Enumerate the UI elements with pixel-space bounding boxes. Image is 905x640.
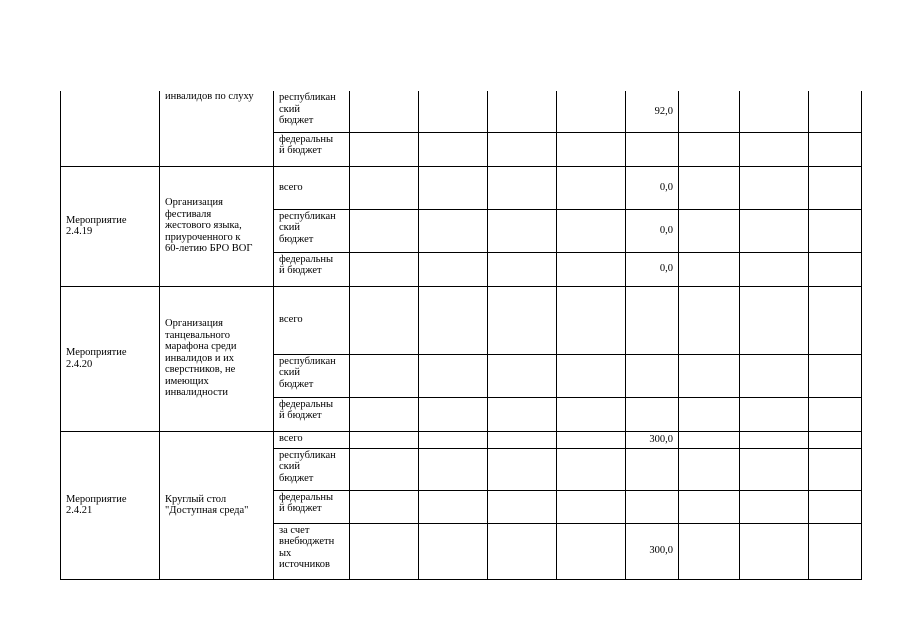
event-label: Мероприятие 2.4.19	[61, 166, 160, 286]
table-cell	[350, 132, 419, 166]
funding-source: республикан ский бюджет	[274, 209, 350, 252]
table-cell	[740, 286, 809, 354]
table-cell	[419, 132, 488, 166]
table-cell	[488, 132, 557, 166]
table-cell	[740, 91, 809, 132]
table-cell	[488, 91, 557, 132]
table-cell	[557, 91, 626, 132]
table-cell	[809, 354, 862, 397]
value-cell: 300,0	[626, 431, 679, 448]
table-cell	[419, 209, 488, 252]
table-row	[61, 286, 862, 354]
table-cell	[488, 252, 557, 286]
table-cell	[809, 397, 862, 431]
table-cell	[740, 448, 809, 490]
table-cell	[557, 523, 626, 579]
table-cell	[419, 91, 488, 132]
value-cell: 0,0	[626, 166, 679, 209]
table-cell	[350, 431, 419, 448]
table-cell	[679, 166, 740, 209]
table-cell	[488, 448, 557, 490]
table-cell	[809, 431, 862, 448]
table-cell	[626, 490, 679, 523]
table-cell	[809, 252, 862, 286]
table-cell	[488, 490, 557, 523]
table-row	[61, 431, 862, 448]
table-cell	[419, 354, 488, 397]
table-cell	[488, 286, 557, 354]
funding-source: всего	[274, 431, 350, 448]
table-row	[61, 91, 862, 132]
event-label: Мероприятие 2.4.20	[61, 286, 160, 431]
table-cell	[488, 354, 557, 397]
table-cell	[557, 448, 626, 490]
funding-source: республикан ский бюджет	[274, 354, 350, 397]
table-cell	[557, 209, 626, 252]
table-cell	[626, 132, 679, 166]
table-cell	[557, 354, 626, 397]
table-cell	[679, 523, 740, 579]
table-cell	[626, 397, 679, 431]
table-cell	[809, 448, 862, 490]
funding-source: федеральны й бюджет	[274, 252, 350, 286]
value-cell: 0,0	[626, 252, 679, 286]
table-cell	[809, 166, 862, 209]
table-cell	[679, 91, 740, 132]
table-cell	[626, 354, 679, 397]
event-title: Организация танцевального марафона среди инвалидов и их сверстников, не имеющих инвалидности	[160, 286, 274, 431]
table-cell	[488, 166, 557, 209]
table-cell	[419, 490, 488, 523]
table-cell	[488, 209, 557, 252]
table-cell	[350, 354, 419, 397]
table-cell	[419, 286, 488, 354]
table-cell	[557, 397, 626, 431]
table-cell	[488, 397, 557, 431]
table-cell	[557, 286, 626, 354]
event-cell	[61, 91, 160, 166]
table-cell	[350, 252, 419, 286]
table-cell	[679, 354, 740, 397]
table-cell	[419, 252, 488, 286]
table-cell	[350, 397, 419, 431]
funding-source: федеральны й бюджет	[274, 490, 350, 523]
table-row	[61, 166, 862, 209]
table-cell	[419, 431, 488, 448]
table-cell	[557, 132, 626, 166]
table-cell	[679, 286, 740, 354]
funding-source: за счет внебюджетн ых источников	[274, 523, 350, 579]
funding-source: федеральны й бюджет	[274, 397, 350, 431]
table-cell	[809, 490, 862, 523]
table-cell	[626, 286, 679, 354]
table-cell	[740, 431, 809, 448]
table-cell	[488, 431, 557, 448]
budget-table	[60, 91, 862, 580]
funding-source: республикан ский бюджет	[274, 448, 350, 490]
table-cell	[350, 166, 419, 209]
table-cell	[679, 252, 740, 286]
table-cell	[679, 209, 740, 252]
table-cell	[740, 132, 809, 166]
table-cell	[350, 490, 419, 523]
value-cell: 0,0	[626, 209, 679, 252]
funding-source: республикан ский бюджет	[274, 91, 350, 132]
table-cell	[740, 523, 809, 579]
table-cell	[740, 354, 809, 397]
table-cell	[419, 166, 488, 209]
event-title: инвалидов по слуху	[160, 91, 274, 166]
table-cell	[350, 448, 419, 490]
table-cell	[809, 132, 862, 166]
table-cell	[679, 132, 740, 166]
table-cell	[350, 286, 419, 354]
table-cell	[419, 448, 488, 490]
table-cell	[626, 448, 679, 490]
funding-source: федеральны й бюджет	[274, 132, 350, 166]
table-cell	[809, 209, 862, 252]
event-title: Организация фестиваля жестового языка, приуроченного к 60-летию БРО ВОГ	[160, 166, 274, 286]
table-cell	[809, 523, 862, 579]
table-cell	[679, 448, 740, 490]
table-cell	[679, 490, 740, 523]
event-title: Круглый стол "Доступная среда"	[160, 431, 274, 579]
table-cell	[419, 523, 488, 579]
table-cell	[740, 252, 809, 286]
event-label: Мероприятие 2.4.21	[61, 431, 160, 579]
value-cell: 300,0	[626, 523, 679, 579]
table-cell	[557, 252, 626, 286]
table-cell	[679, 431, 740, 448]
table-cell	[809, 286, 862, 354]
funding-source: всего	[274, 286, 350, 354]
table-cell	[488, 523, 557, 579]
table-cell	[350, 209, 419, 252]
funding-source: всего	[274, 166, 350, 209]
table-cell	[740, 397, 809, 431]
table-cell	[419, 397, 488, 431]
table-cell	[557, 431, 626, 448]
table-cell	[809, 91, 862, 132]
table-cell	[557, 166, 626, 209]
table-cell	[350, 523, 419, 579]
table-cell	[740, 209, 809, 252]
table-cell	[679, 397, 740, 431]
table-cell	[740, 166, 809, 209]
table-cell	[350, 91, 419, 132]
table-cell	[740, 490, 809, 523]
value-cell: 92,0	[626, 91, 679, 132]
table-cell	[557, 490, 626, 523]
